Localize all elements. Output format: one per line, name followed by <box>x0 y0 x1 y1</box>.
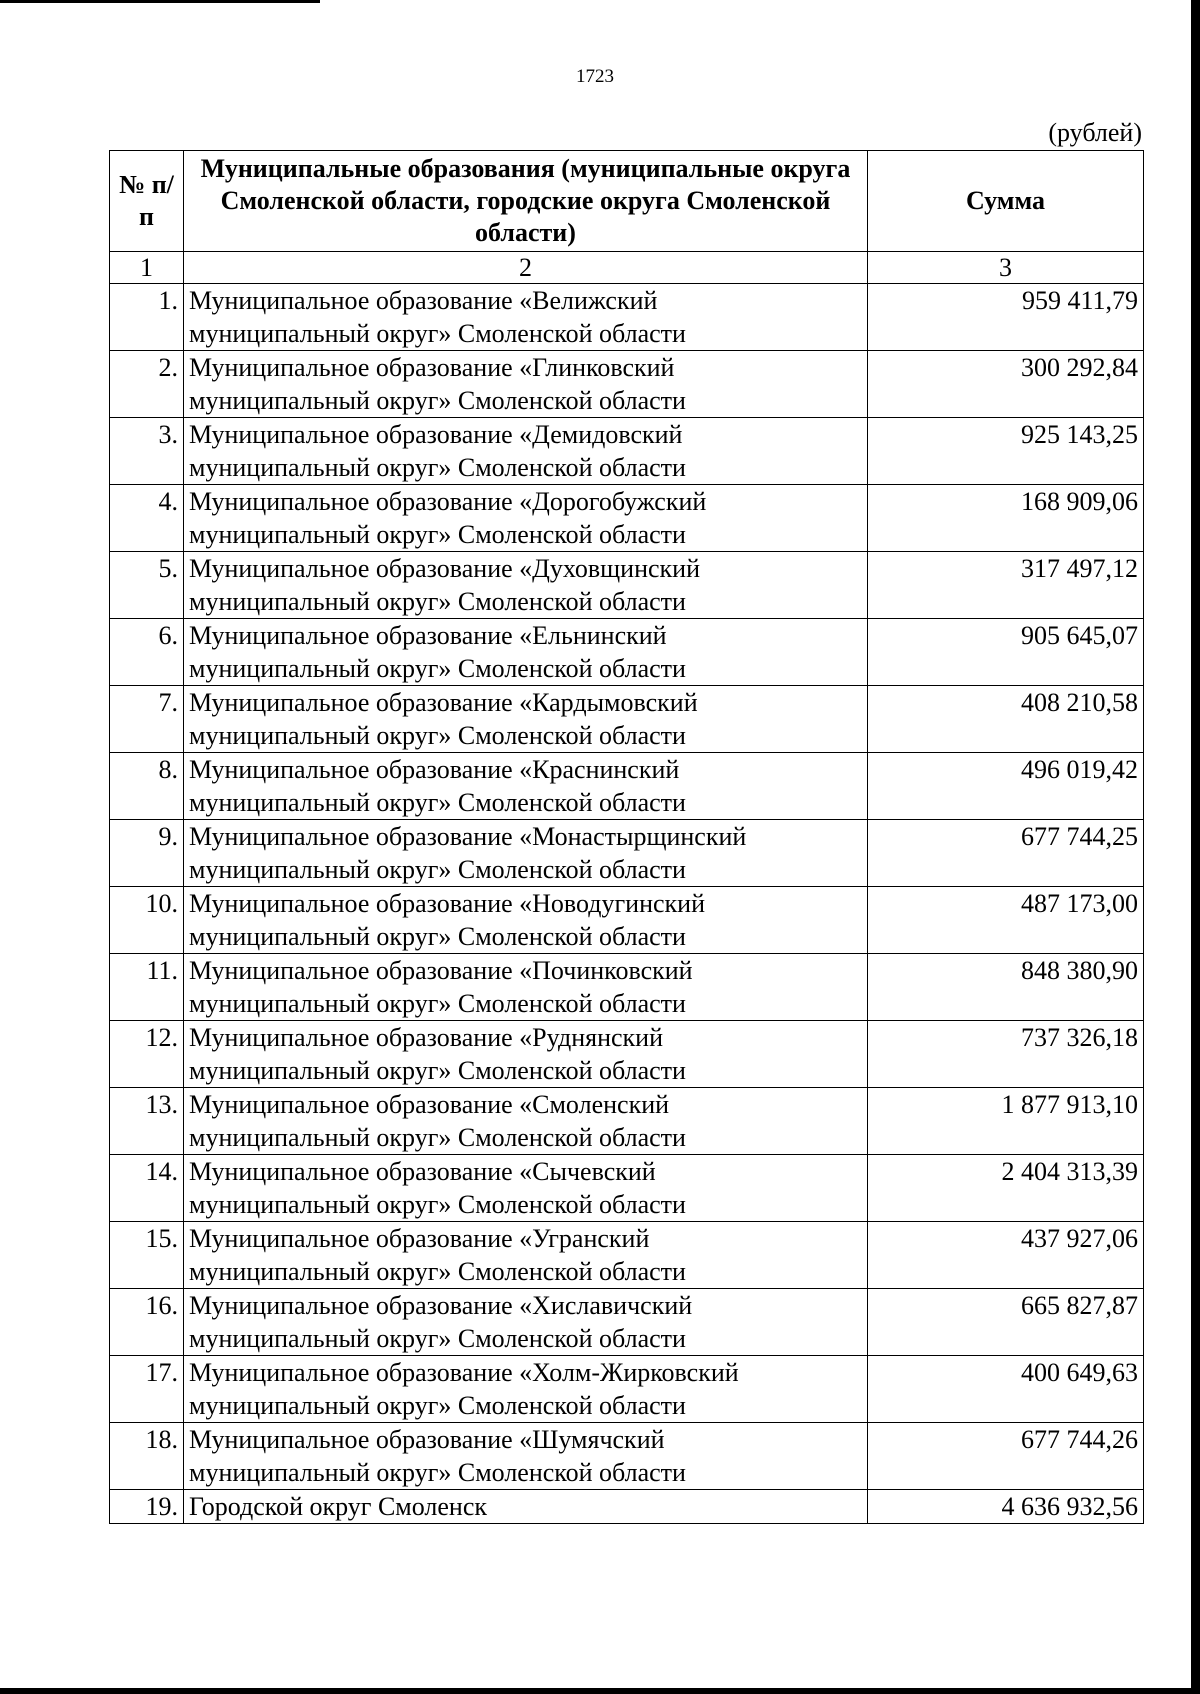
row-number: 1. <box>110 284 184 351</box>
table-row <box>110 753 1144 820</box>
row-name-line: Муниципальное образование «Велижский <box>189 286 658 315</box>
table-row <box>110 418 1144 485</box>
row-name <box>184 418 868 485</box>
row-name <box>184 1088 868 1155</box>
column-number: 2 <box>184 252 868 284</box>
row-number: 9. <box>110 820 184 887</box>
row-number: 4. <box>110 485 184 552</box>
row-name-line: Муниципальное образование «Глинковский <box>189 353 675 382</box>
header-sum: Сумма <box>868 151 1144 252</box>
row-name <box>184 619 868 686</box>
table-row <box>110 351 1144 418</box>
row-name-line: Муниципальное образование «Демидовский <box>189 420 683 449</box>
row-name-line: муниципальный округ» Смоленской области <box>189 319 686 348</box>
row-name-line: муниципальный округ» Смоленской области <box>189 788 686 817</box>
row-number: 14. <box>110 1155 184 1222</box>
table-row <box>110 485 1144 552</box>
row-name-line: муниципальный округ» Смоленской области <box>189 1123 686 1152</box>
row-sum: 2 404 313,39 <box>868 1155 1144 1222</box>
table-row <box>110 954 1144 1021</box>
row-number: 17. <box>110 1356 184 1423</box>
row-name <box>184 552 868 619</box>
page-number: 1723 <box>576 66 614 87</box>
row-number: 13. <box>110 1088 184 1155</box>
row-name <box>184 351 868 418</box>
row-name-line: муниципальный округ» Смоленской области <box>189 855 686 884</box>
row-name-line: муниципальный округ» Смоленской области <box>189 654 686 683</box>
row-name-line: Муниципальное образование «Монастырщинский <box>189 822 747 851</box>
table-row <box>110 552 1144 619</box>
row-name-line: муниципальный округ» Смоленской области <box>189 453 686 482</box>
row-name-line: муниципальный округ» Смоленской области <box>189 1324 686 1353</box>
row-name-line: Муниципальное образование «Кардымовский <box>189 688 698 717</box>
row-name-line: муниципальный округ» Смоленской области <box>189 1056 686 1085</box>
row-number: 6. <box>110 619 184 686</box>
row-name-line: муниципальный округ» Смоленской области <box>189 1257 686 1286</box>
row-name-line: Муниципальное образование «Духовщинский <box>189 554 701 583</box>
row-sum: 905 645,07 <box>868 619 1144 686</box>
table-row <box>110 686 1144 753</box>
row-name-line: муниципальный округ» Смоленской области <box>189 1190 686 1219</box>
row-sum: 168 909,06 <box>868 485 1144 552</box>
row-number: 12. <box>110 1021 184 1088</box>
row-name-line: Муниципальное образование «Дорогобужский <box>189 487 707 516</box>
row-name-line: муниципальный округ» Смоленской области <box>189 1391 686 1420</box>
row-name-line: муниципальный округ» Смоленской области <box>189 721 686 750</box>
table-row <box>110 887 1144 954</box>
row-number: 18. <box>110 1423 184 1490</box>
row-sum: 925 143,25 <box>868 418 1144 485</box>
table-row <box>110 1289 1144 1356</box>
row-name <box>184 954 868 1021</box>
column-number: 1 <box>110 252 184 284</box>
table-row <box>110 619 1144 686</box>
row-name-line: муниципальный округ» Смоленской области <box>189 1458 686 1487</box>
row-name-line: Муниципальное образование «Холм-Жирковский <box>189 1358 739 1387</box>
row-number: 19. <box>110 1490 184 1524</box>
row-name <box>184 1356 868 1423</box>
row-name <box>184 887 868 954</box>
row-name: Городской округ Смоленск <box>184 1490 868 1524</box>
row-name <box>184 485 868 552</box>
row-name-line: муниципальный округ» Смоленской области <box>189 989 686 1018</box>
row-name-line: Муниципальное образование «Хиславичский <box>189 1291 693 1320</box>
scan-border-top <box>0 0 320 3</box>
table-row <box>110 1490 1144 1524</box>
row-name <box>184 1289 868 1356</box>
table-row <box>110 284 1144 351</box>
row-number: 11. <box>110 954 184 1021</box>
row-name-line: Муниципальное образование «Шумячский <box>189 1425 665 1454</box>
row-name-line: Муниципальное образование «Ельнинский <box>189 621 667 650</box>
row-number: 2. <box>110 351 184 418</box>
row-name-line: муниципальный округ» Смоленской области <box>189 520 686 549</box>
row-sum: 4 636 932,56 <box>868 1490 1144 1524</box>
row-name <box>184 820 868 887</box>
row-name <box>184 1155 868 1222</box>
unit-label: (рублей) <box>1048 118 1142 147</box>
row-name <box>184 1423 868 1490</box>
row-name-line: муниципальный округ» Смоленской области <box>189 386 686 415</box>
row-sum: 437 927,06 <box>868 1222 1144 1289</box>
row-sum: 677 744,26 <box>868 1423 1144 1490</box>
row-name-line: Муниципальное образование «Руднянский <box>189 1023 663 1052</box>
header-name: Муниципальные образования (муниципальные округа Смоленской области, городские округа Смоленской области) <box>184 151 868 252</box>
row-number: 16. <box>110 1289 184 1356</box>
row-sum: 317 497,12 <box>868 552 1144 619</box>
scan-border-right <box>1191 0 1200 1694</box>
row-sum: 665 827,87 <box>868 1289 1144 1356</box>
row-sum: 737 326,18 <box>868 1021 1144 1088</box>
row-number: 3. <box>110 418 184 485</box>
column-number: 3 <box>868 252 1144 284</box>
table-row <box>110 1356 1144 1423</box>
row-name-line: Муниципальное образование «Сычевский <box>189 1157 656 1186</box>
row-name-line: Муниципальное образование «Починковский <box>189 956 693 985</box>
allocation-table <box>109 150 1144 1524</box>
row-name <box>184 686 868 753</box>
row-sum: 496 019,42 <box>868 753 1144 820</box>
row-name <box>184 1222 868 1289</box>
row-name-line: Муниципальное образование «Краснинский <box>189 755 680 784</box>
scan-border-bottom <box>0 1688 1200 1694</box>
row-number: 8. <box>110 753 184 820</box>
row-sum: 300 292,84 <box>868 351 1144 418</box>
table-row <box>110 1088 1144 1155</box>
row-number: 15. <box>110 1222 184 1289</box>
row-sum: 1 877 913,10 <box>868 1088 1144 1155</box>
row-name-line: Муниципальное образование «Угранский <box>189 1224 650 1253</box>
row-number: 5. <box>110 552 184 619</box>
row-sum: 408 210,58 <box>868 686 1144 753</box>
row-name <box>184 753 868 820</box>
table-row <box>110 1423 1144 1490</box>
row-name-line: Муниципальное образование «Смоленский <box>189 1090 670 1119</box>
row-sum: 487 173,00 <box>868 887 1144 954</box>
header-num: № п/п <box>110 151 184 252</box>
table-row <box>110 1021 1144 1088</box>
row-sum: 400 649,63 <box>868 1356 1144 1423</box>
row-number: 10. <box>110 887 184 954</box>
row-name-line: муниципальный округ» Смоленской области <box>189 922 686 951</box>
row-sum: 848 380,90 <box>868 954 1144 1021</box>
table-row <box>110 820 1144 887</box>
table-row <box>110 1155 1144 1222</box>
row-sum: 677 744,25 <box>868 820 1144 887</box>
table-row <box>110 1222 1144 1289</box>
row-name <box>184 1021 868 1088</box>
row-name-line: Муниципальное образование «Новодугинский <box>189 889 705 918</box>
row-name <box>184 284 868 351</box>
row-number: 7. <box>110 686 184 753</box>
row-sum: 959 411,79 <box>868 284 1144 351</box>
table-header-row <box>110 151 1144 252</box>
row-name-line: муниципальный округ» Смоленской области <box>189 587 686 616</box>
column-number-row <box>110 252 1144 284</box>
